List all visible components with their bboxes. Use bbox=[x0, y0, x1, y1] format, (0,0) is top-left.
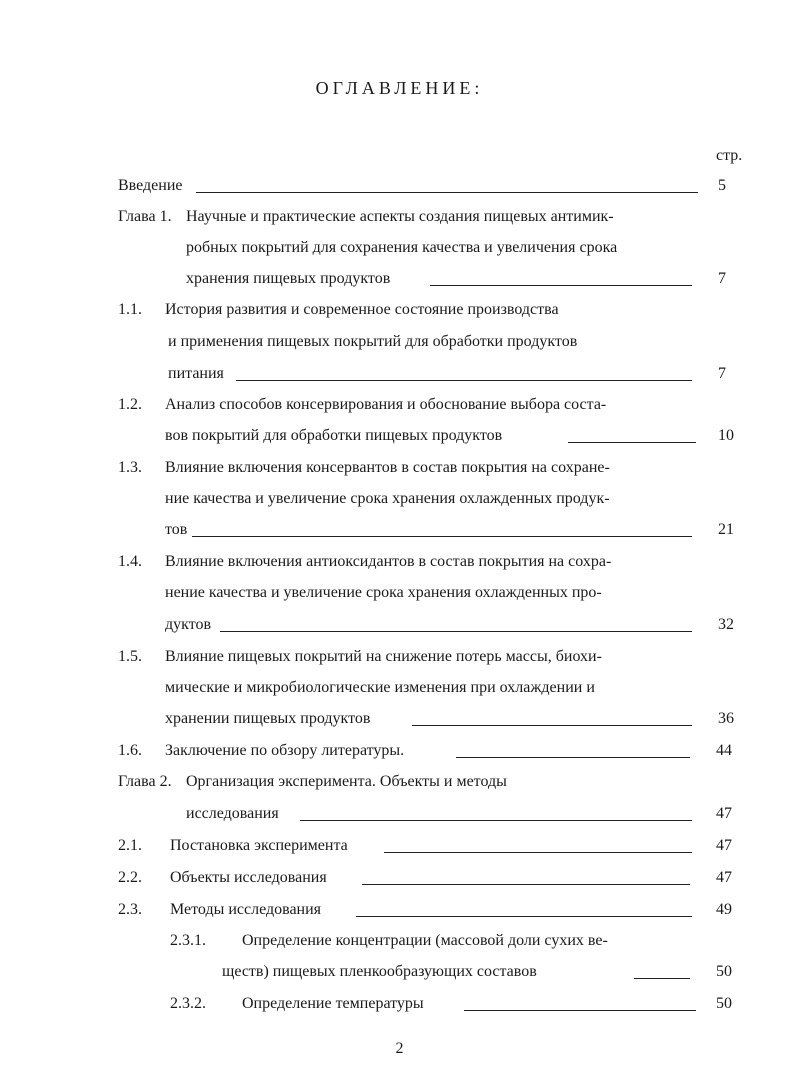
toc-page-number: 7 bbox=[718, 365, 726, 382]
toc-entry-number: 2.3. bbox=[118, 901, 142, 918]
leader-line bbox=[634, 978, 690, 979]
toc-entry-intro: Введение bbox=[118, 177, 183, 194]
toc-page-number: 7 bbox=[718, 270, 726, 287]
toc-entry-line: История развития и современное состояние производства bbox=[165, 301, 559, 318]
toc-entry-line: Анализ способов консервирования и обоснование выбора соста- bbox=[165, 396, 607, 413]
toc-entry-line: Определение концентрации (массовой доли сухих ве- bbox=[242, 932, 608, 949]
toc-entry-number: 2.3.1. bbox=[170, 932, 206, 949]
toc-entry-line: исследования bbox=[186, 805, 279, 822]
toc-page-number: 47 bbox=[716, 869, 732, 886]
toc-entry-number: Глава 2. bbox=[118, 773, 172, 790]
leader-line bbox=[568, 442, 696, 443]
toc-entry-number: 1.2. bbox=[118, 396, 142, 413]
toc-page-number: 10 bbox=[718, 427, 734, 444]
page-number: 2 bbox=[395, 1040, 404, 1057]
toc-entry-line: Влияние пищевых покрытий на снижение потерь массы, биохи- bbox=[165, 648, 602, 665]
toc-page-number: 32 bbox=[718, 616, 734, 633]
toc-entry-number: 1.3. bbox=[118, 459, 142, 476]
toc-entry-line: питания bbox=[168, 365, 224, 382]
toc-page-number: 36 bbox=[718, 710, 734, 727]
leader-line bbox=[412, 725, 692, 726]
toc-entry-line: хранения пищевых продуктов bbox=[186, 270, 391, 287]
toc-entry-number: 2.3.2. bbox=[170, 995, 206, 1012]
toc-page-number: 21 bbox=[718, 521, 734, 538]
toc-entry-line: Определение температуры bbox=[242, 995, 424, 1012]
toc-entry-number: 2.2. bbox=[118, 869, 142, 886]
leader-line bbox=[300, 820, 692, 821]
toc-entry-line: ние качества и увеличение срока хранения охлажденных продук- bbox=[165, 490, 610, 507]
leader-line bbox=[456, 757, 690, 758]
toc-entry-line: Объекты исследования bbox=[170, 869, 327, 886]
toc-entry-line: Методы исследования bbox=[170, 901, 322, 918]
toc-title: ОГЛАВЛЕНИЕ: bbox=[315, 78, 484, 98]
leader-line bbox=[430, 285, 692, 286]
toc-entry-number: 1.5. bbox=[118, 648, 142, 665]
toc-page-number: 5 bbox=[718, 177, 726, 194]
leader-line bbox=[236, 380, 692, 381]
toc-page-number: 50 bbox=[716, 963, 732, 980]
toc-page-number: 44 bbox=[716, 742, 732, 759]
toc-entry-line: Влияние включения антиоксидантов в состав покрытия на сохра- bbox=[165, 553, 612, 570]
toc-entry-number: Глава 1. bbox=[118, 208, 172, 225]
toc-entry-line: и применения пищевых покрытий для обработки продуктов bbox=[168, 333, 578, 350]
toc-page-number: 49 bbox=[716, 901, 732, 918]
leader-line bbox=[196, 192, 698, 193]
toc-entry-line: робных покрытий для сохранения качества и увеличения срока bbox=[186, 239, 618, 256]
toc-entry-line: вов покрытий для обработки пищевых продуктов bbox=[165, 427, 503, 444]
page-column-label: стр. bbox=[716, 147, 743, 164]
toc-entry-line: тов bbox=[165, 521, 188, 538]
toc-entry-line: нение качества и увеличение срока хранения охлажденных про- bbox=[165, 584, 602, 601]
toc-page-number: 50 bbox=[716, 995, 732, 1012]
toc-entry-line: Заключение по обзору литературы. bbox=[165, 742, 405, 759]
toc-entry-line: хранении пищевых продуктов bbox=[165, 710, 371, 727]
leader-line bbox=[362, 884, 690, 885]
toc-entry-line: дуктов bbox=[165, 616, 212, 633]
leader-line bbox=[356, 916, 692, 917]
toc-entry-line: Организация эксперимента. Объекты и методы bbox=[186, 773, 507, 790]
leader-line bbox=[220, 631, 692, 632]
toc-entry-line: Влияние включения консервантов в состав покрытия на сохране- bbox=[165, 459, 610, 476]
toc-page-number: 47 bbox=[716, 805, 732, 822]
toc-page-number: 47 bbox=[716, 837, 732, 854]
leader-line bbox=[384, 852, 692, 853]
leader-line bbox=[192, 536, 692, 537]
toc-entry-number: 1.4. bbox=[118, 553, 142, 570]
toc-entry-line: Научные и практические аспекты создания пищевых антимик- bbox=[186, 208, 614, 225]
toc-entry-line: Постановка эксперимента bbox=[170, 837, 348, 854]
toc-entry-number: 1.6. bbox=[118, 742, 142, 759]
toc-entry-number: 2.1. bbox=[118, 837, 142, 854]
toc-entry-number: 1.1. bbox=[118, 301, 142, 318]
toc-entry-line: мические и микробиологические изменения при охлаждении и bbox=[165, 679, 595, 696]
toc-entry-line: ществ) пищевых пленкообразующих составов bbox=[222, 963, 537, 980]
leader-line bbox=[464, 1010, 696, 1011]
